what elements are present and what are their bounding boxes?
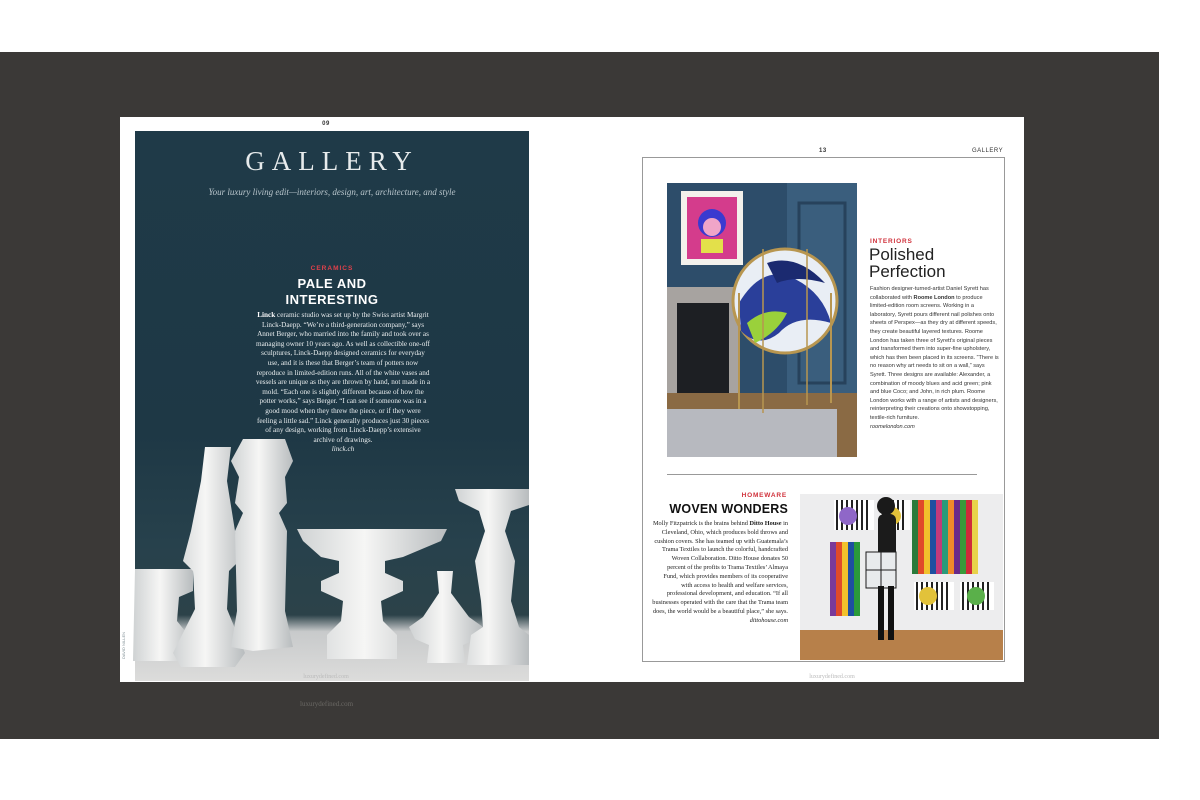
interiors-headline: Polished Perfection [869, 245, 946, 281]
homeware-body-text-a: Molly Fitzpatrick is the brains behind [652, 520, 750, 527]
ceramics-body-text: ceramic studio was set up by the Swiss artist Margrit Linck-Daepp. “We’re a third-generation company,” says Annet Berger, who married into the family and took over as managing owner 10 years ago. As well as collectible one-off sculptures, Linck-Daepp designed ceramics for everyday use, and it is these that Berger’s team of potters now reproduce in limited-edition runs. All of the white vases and vessels are unique as they are thrown by hand, not made in a mold. “Each one is slightly different because of how the potter works,” says Berger. “I can see if someone was in a good mood when they threw the piece, or if they were feeling a little sad.” Linck generally produces just 30 pieces of any design, working from Linck-Daepp’s extensive archive of drawings. [255, 311, 431, 444]
homeware-url[interactable]: dittohouse.com [749, 616, 788, 624]
homeware-kicker: HOMEWARE [741, 492, 787, 499]
homeware-headline: WOVEN WONDERS [669, 502, 788, 516]
woven-throws-illustration [800, 494, 1003, 660]
right-page-section-label: GALLERY [972, 148, 1004, 154]
ceramics-photo [121, 131, 529, 681]
homeware-body-bold: Ditto House [749, 520, 782, 527]
interiors-body-bold: Roome London [913, 294, 955, 301]
homeware-photo [800, 494, 1003, 660]
interiors-body-text-a: Fashion designer-turned-artist Daniel Syrett has collaborated with [870, 286, 989, 301]
photo-credit: DAVID NILLEN [121, 631, 126, 659]
room-screen-illustration [667, 183, 857, 457]
below-page-url[interactable]: luxurydefined.com [300, 700, 354, 708]
interiors-kicker: INTERIORS [870, 238, 913, 245]
left-page-footer[interactable]: luxurydefined.com [303, 674, 349, 680]
homeware-body [652, 520, 788, 626]
white-vases-illustration [135, 421, 529, 681]
right-page [532, 117, 1024, 682]
right-page-number: 13 [819, 148, 827, 154]
left-page-number: 09 [322, 121, 330, 127]
ceramics-kicker: CERAMICS [310, 265, 354, 272]
gallery-title: GALLERY [245, 146, 419, 176]
ceramics-url[interactable]: linck.ch [331, 445, 355, 454]
right-page-footer[interactable]: luxurydefined.com [809, 674, 855, 680]
interiors-body [870, 285, 1000, 431]
gallery-subtitle: Your luxury living edit—interiors, design, art, architecture, and style [208, 187, 456, 197]
ceramics-headline: PALE AND INTERESTING [285, 276, 379, 307]
section-divider [667, 474, 977, 475]
left-page [120, 117, 532, 682]
homeware-body-text-b: in Cleveland, Ohio, which produces bold throws and cushion covers. She has teamed up with Guatemala’s Trama Textiles to launch the colorful, handcrafted Woven Collaboration. Ditto House donates 50 percent of the profits to Trama Textiles’ Almaya Fund, which provides members of its cooperative with access to health and welfare services, professional development, and education. “If all businesses operated with the care that the Trama team does, the world would be a beautiful place,” she says. [652, 520, 788, 615]
interiors-photo [667, 183, 857, 457]
ceramics-body-lead: Linck [257, 311, 276, 319]
interiors-url[interactable]: roomelondon.com [870, 423, 915, 430]
interiors-body-text-b: to produce limited-edition room screens. Working in a laboratory, Syrett pours different nail polishes onto sheets of Perspex—as they dry at different speeds, they create beautiful layered textures. Roome London has taken three of Syrett’s original pieces and transformed them into super-fine upholstery, which has then been placed in its screens. “There is no reason why art needs to sit on a wall,” says Syrett. Three designs are available: Alexander, a combination of moody blues and acid green; pink and blue Coco; and John, in rich plum. Roome London works with a range of artists and designers, reinterpreting their creations onto showstopping, textile-rich furniture. [870, 294, 999, 421]
